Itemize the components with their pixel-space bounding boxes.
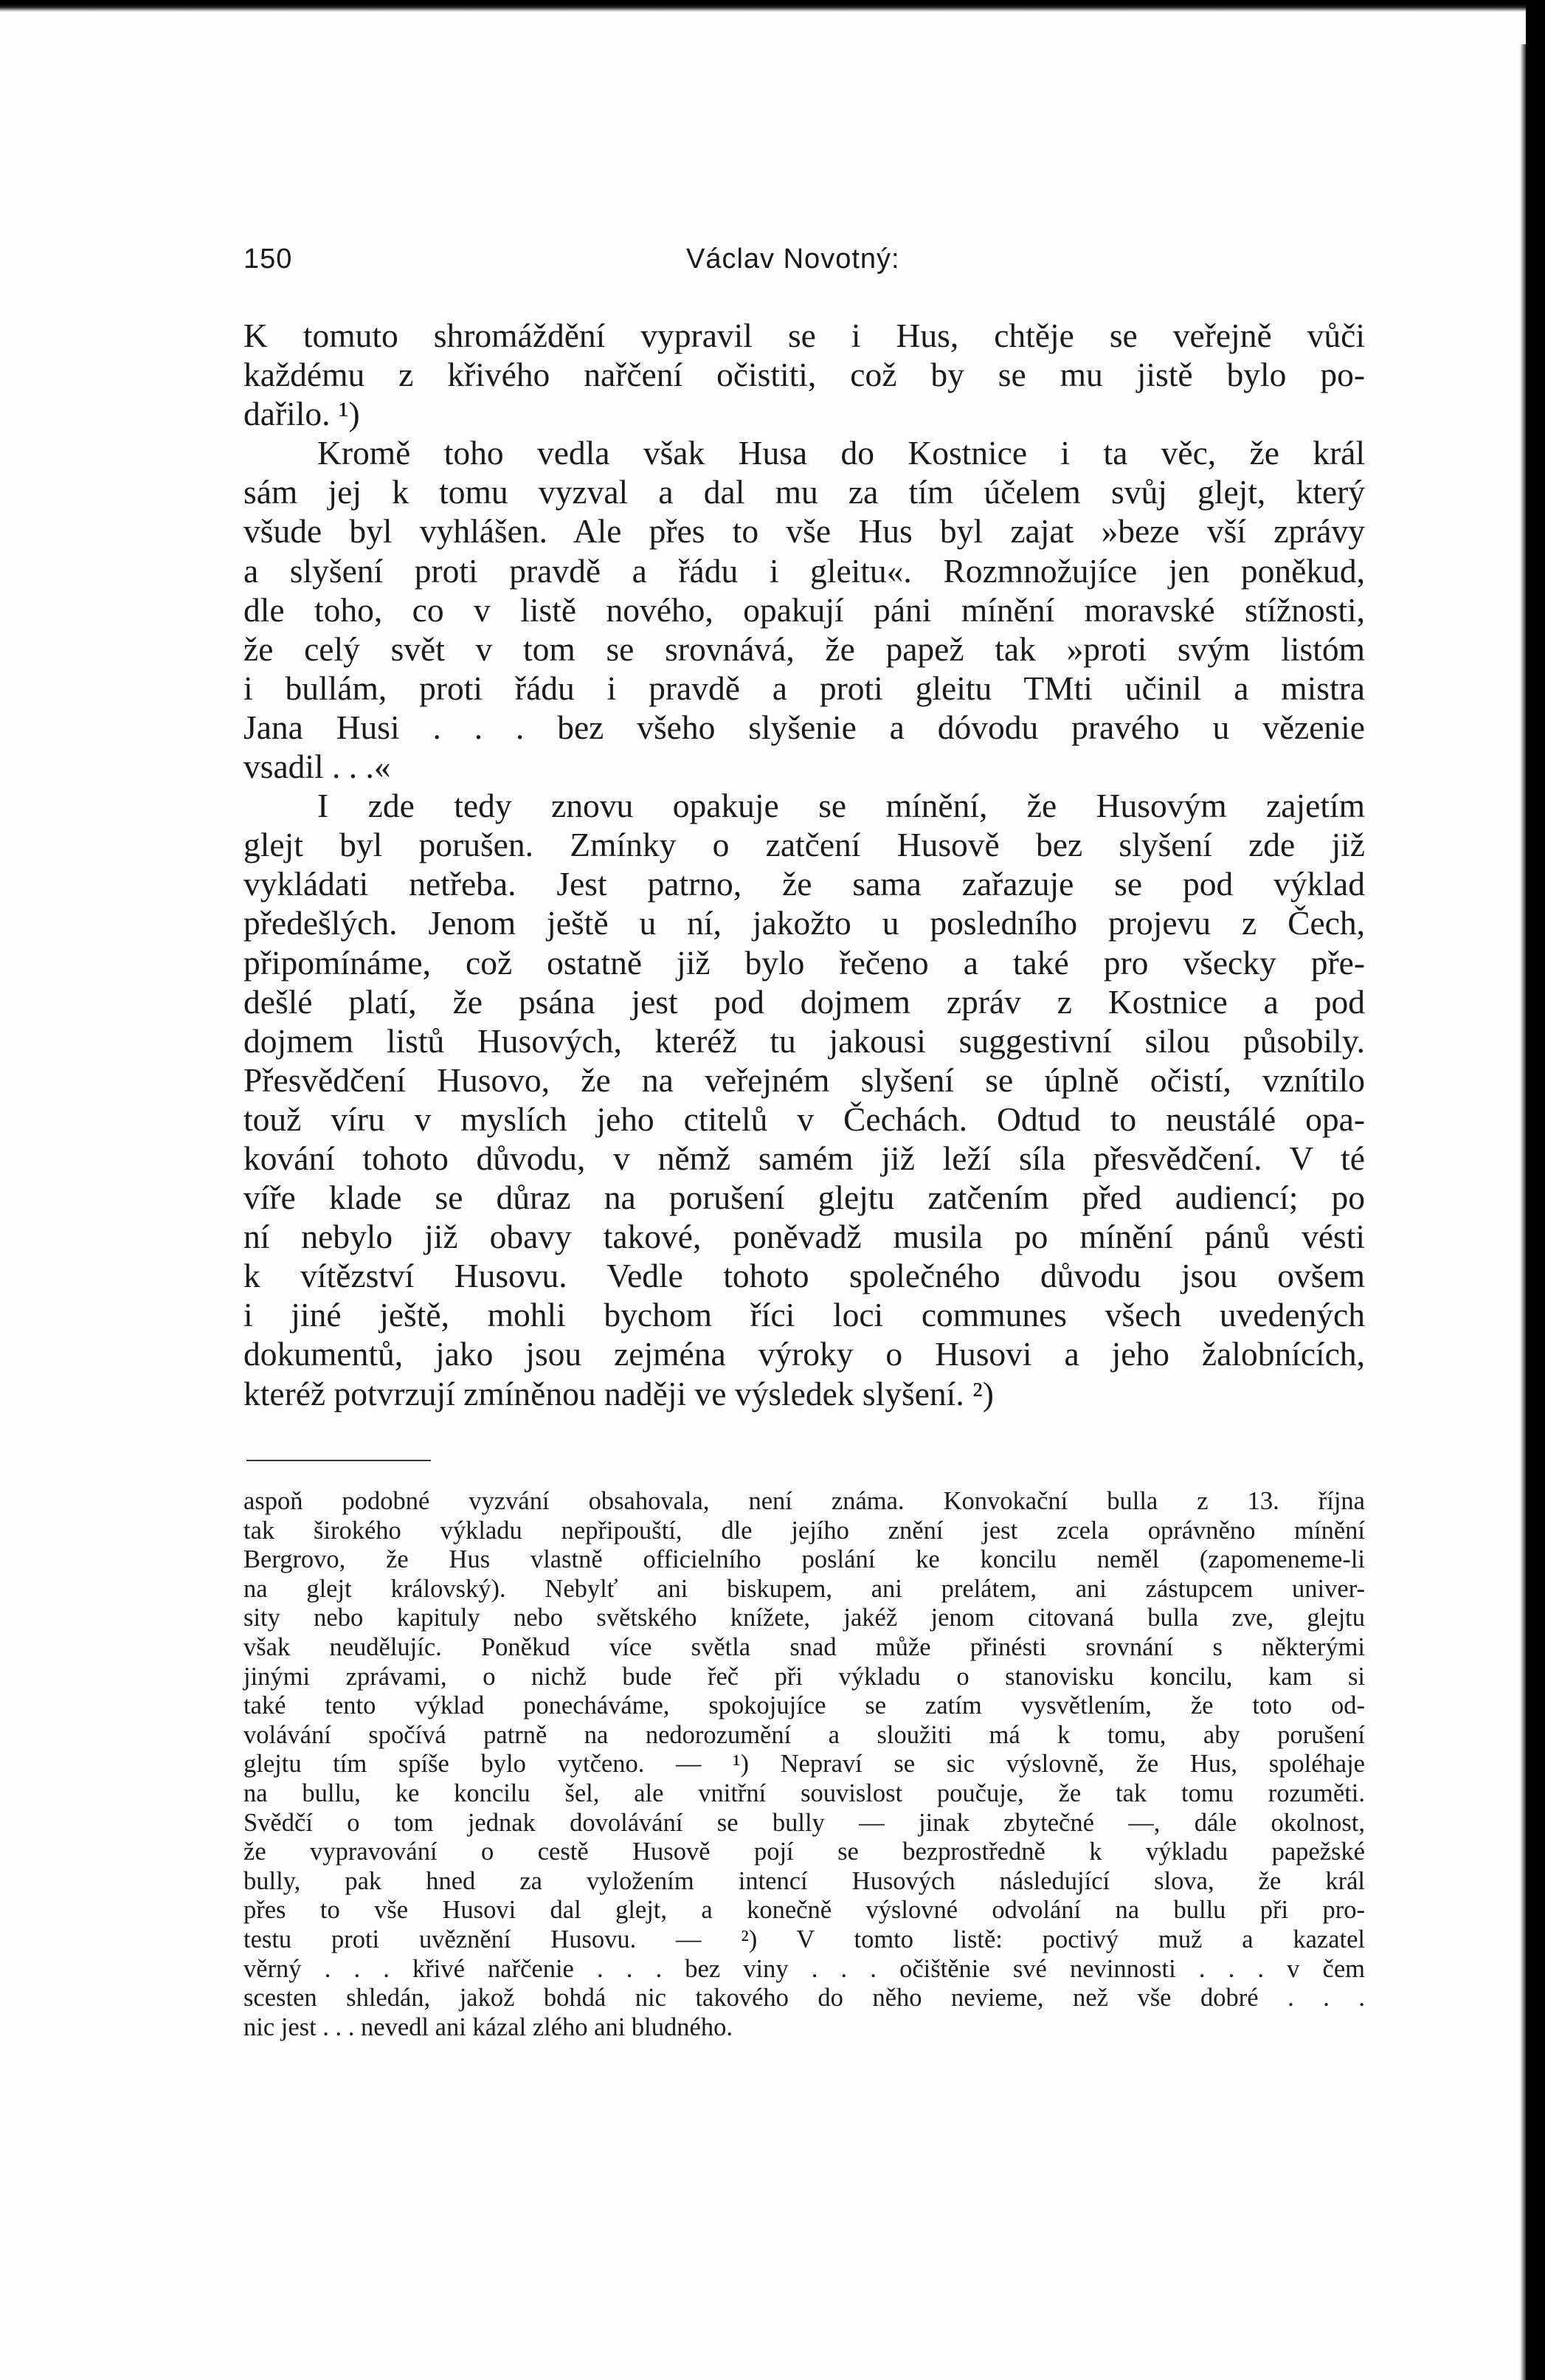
body-line: víře klade se důraz na porušení glejtu zatčením před audiencí; po [243, 1179, 1365, 1217]
footnote-line: na glejt královský). Nebylť ani biskupem, ani prelátem, ani zástupcem univer- [243, 1574, 1365, 1603]
footnote-line: bully, pak hned za vyložením intencí Husových následující slova, že král [243, 1866, 1365, 1895]
body-line: i bullám, proti řádu i pravdě a proti gleitu TMti učinil a mistra [243, 669, 1365, 707]
body-line: Jana Husi . . . bez všeho slyšenie a dóvodu pravého u vězenie [243, 708, 1365, 746]
body-line: dojmem listů Husových, kteréž tu jakousi suggestivní silou působily. [243, 1021, 1365, 1060]
footnote-line: Bergrovo, že Hus vlastně officielního poslání ke koncilu neměl (zapomeneme-li [243, 1545, 1365, 1574]
body-line: k vítězství Husovu. Vedle tohoto společného důvodu jsou ovšem [243, 1257, 1365, 1295]
footnote-line: tak širokého výkladu nepřipouští, dle jejího znění jest zcela oprávněno mínění [243, 1516, 1365, 1545]
footnote-line: testu proti uvěznění Husovu. — ²) V tomto listě: poctivý muž a kazatel [243, 1925, 1365, 1953]
body-line: dešlé platí, že psána jest pod dojmem zpráv z Kostnice a pod [243, 982, 1365, 1021]
footnote-line: sity nebo kapituly nebo světského knížete, jakéž jenom citovaná bulla zve, glejtu [243, 1604, 1365, 1632]
footnote-line: volávání spočívá patrně na nedorozumění a sloužiti má k tomu, aby porušení [243, 1720, 1365, 1749]
body-line: i jiné ještě, mohli bychom říci loci communes všech uvedených [243, 1296, 1365, 1334]
body-line: touž víru v myslích jeho ctitelů v Čechách. Odtud to neustálé opa- [243, 1100, 1365, 1138]
body-line: dařilo. ¹) [243, 395, 360, 433]
running-head: Václav Novotný: [686, 244, 900, 275]
body-line: ní nebylo již obavy takové, poněvadž musila po mínění pánů vésti [243, 1218, 1365, 1256]
body-line: Přesvědčení Husovo, že na veřejném slyšení se úplně očistí, vznítilo [243, 1060, 1365, 1099]
footnote-line: také tento výklad ponecháváme, spokojujíce se zatím vysvětlením, že toto od- [243, 1691, 1365, 1720]
footnote-line: na bullu, ke koncilu šel, ale vnitřní souvislost poučuje, že tak tomu rozuměti. [243, 1779, 1365, 1807]
body-line: dle toho, co v listě nového, opakují páni mínění moravské stížnosti, [243, 590, 1365, 629]
body-line: kteréž potvrzují zmíněnou naději ve výsledek slyšení. ²) [243, 1374, 994, 1413]
footnote-line: však neudělujíc. Poněkud více světla snad může přinésti srovnání s některými [243, 1632, 1365, 1661]
body-line: glejt byl porušen. Zmínky o zatčení Husově bez slyšení zde již [243, 826, 1365, 864]
scan-right-shadow [1520, 44, 1526, 2380]
body-line: dokumentů, jako jsou zejména výroky o Husovi a jeho žalobnících, [243, 1335, 1365, 1373]
body-line: K tomuto shromáždění vypravil se i Hus, chtěje se veřejně vůči [243, 317, 1365, 354]
scan-right-edge [1526, 0, 1545, 2380]
footnote-line: aspoň podobné vyzvání obsahovala, není známa. Konvokační bulla z 13. října [243, 1487, 1365, 1515]
footnote-line: jinými zprávami, o nichž bude řeč při výkladu o stanovisku koncilu, kam si [243, 1662, 1365, 1691]
footnote-line: že vypravování o cestě Husově pojí se bezprostředně k výkladu papežské [243, 1838, 1365, 1866]
footnote-separator [246, 1460, 431, 1461]
body-line: že celý svět v tom se srovnává, že papež tak »proti svým listóm [243, 630, 1365, 668]
body-line: sám jej k tomu vyzval a dal mu za tím účelem svůj glejt, který [243, 473, 1365, 511]
page-number: 150 [243, 244, 293, 275]
footnote-line: glejtu tím spíše bylo vytčeno. — ¹) Nepraví se sic výslovně, že Hus, spoléhaje [243, 1750, 1365, 1779]
footnote-line: nic jest . . . nevedl ani kázal zlého ani bludného. [243, 2012, 733, 2041]
body-line: vykládati netřeba. Jest patrno, že sama zařazuje se pod výklad [243, 865, 1365, 903]
body-line: předešlých. Jenom ještě u ní, jakožto u posledního projevu z Čech, [243, 904, 1365, 942]
footnote-line: scesten shledán, jakož bohdá nic takového do něho nevieme, než vše dobré . . . [243, 1984, 1365, 2012]
body-line: Kromě toho vedla však Husa do Kostnice i ta věc, že král [317, 434, 1365, 472]
body-line: vsadil . . .« [243, 748, 391, 786]
body-line: připomínáme, což ostatně již bylo řečeno a také pro všecky pře- [243, 943, 1365, 982]
body-line: I zde tedy znovu opakuje se mínění, že Husovým zajetím [317, 787, 1365, 825]
scan-top-edge [0, 0, 1545, 12]
footnote-line: Svědčí o tom jednak dovolávání se bully — jinak zbytečné —, dále okolnost, [243, 1808, 1365, 1837]
page-header [243, 244, 1335, 280]
body-line: a slyšení proti pravdě a řádu i gleitu«. Rozmnožujíce jen poněkud, [243, 551, 1365, 590]
body-line: každému z křivého nařčení očistiti, což by se mu jistě bylo po- [243, 356, 1365, 394]
body-line: všude byl vyhlášen. Ale přes to vše Hus byl zajat »beze vší zprávy [243, 512, 1365, 551]
footnotes [243, 1487, 1365, 2042]
body-line: kování tohoto důvodu, v němž samém již leží síla přesvědčení. V té [243, 1139, 1365, 1177]
footnote-line: věrný . . . křivé nařčenie . . . bez viny . . . očištěnie své nevinnosti . . . v čem [243, 1954, 1365, 1983]
body-text [243, 316, 1365, 1413]
footnote-line: přes to vše Husovi dal glejt, a konečně výslovné odvolání na bullu při pro- [243, 1896, 1365, 1925]
